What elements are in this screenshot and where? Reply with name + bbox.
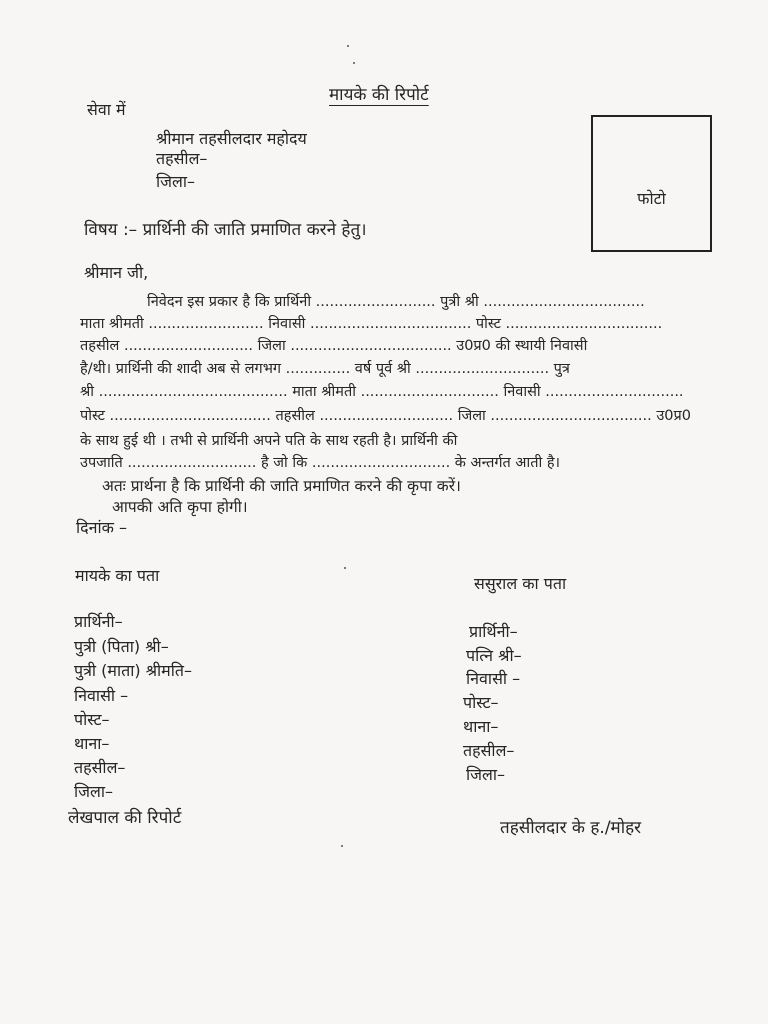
lekhpal-report: लेखपाल की रिपोर्ट — [68, 808, 182, 828]
tehsil-line: तहसील– — [156, 149, 208, 168]
body-line-9: अतः प्रार्थना है कि प्रार्थिनी की जाति प्रमाणित करने की कृपा करें। — [102, 477, 461, 495]
document-title: मायके की रिपोर्ट — [329, 85, 429, 105]
maternal-item: निवासी – — [74, 686, 129, 705]
photo-box — [591, 115, 712, 252]
photo-label: फोटो — [637, 189, 666, 208]
inlaw-item: जिला– — [466, 765, 506, 784]
maternal-item: जिला– — [74, 782, 114, 801]
inlaw-item: पत्नि श्री– — [466, 646, 522, 665]
maternal-item: प्रार्थिनी– — [74, 612, 123, 631]
body-line-3: तहसील ............................ जिला ................................... उ0प्र0 की स्थायी निवासी — [80, 338, 588, 354]
maternal-item: थाना– — [74, 734, 110, 753]
tehsildar-signature: तहसीलदार के ह./मोहर — [500, 818, 642, 838]
body-line-1: निवेदन इस प्रकार है कि प्रार्थिनी .......................... पुत्री श्री ................................... — [147, 294, 645, 310]
inlaw-item: थाना– — [463, 717, 499, 736]
maternal-address-heading: मायके का पता — [75, 566, 160, 585]
body-line-10: आपकी अति कृपा होगी। — [112, 498, 248, 516]
body-line-4: है/थी। प्रार्थिनी की शादी अब से लगभग .............. वर्ष पूर्व श्री ............................. पुत्र — [80, 361, 570, 377]
inlaw-item: निवासी – — [466, 669, 521, 688]
greeting: श्रीमान जी, — [84, 263, 149, 282]
inlaw-item: पोस्ट– — [463, 693, 499, 712]
body-line-5: श्री ......................................... माता श्रीमती .............................. निवासी .............................. — [80, 384, 684, 400]
date-label: दिनांक – — [76, 518, 128, 537]
maternal-item: पुत्री (माता) श्रीमति– — [74, 661, 193, 680]
paper-speck — [344, 567, 346, 569]
maternal-item: पोस्ट– — [74, 710, 110, 729]
paper-speck — [341, 845, 343, 847]
paper-speck — [353, 62, 355, 64]
subject-line: विषय :– प्रार्थिनी की जाति प्रमाणित करने हेतु। — [84, 220, 367, 240]
paper-speck — [347, 45, 349, 47]
body-line-7: के साथ हुई थी । तभी से प्रार्थिनी अपने पति के साथ रहती है। प्रार्थिनी की — [80, 433, 458, 449]
addressee: श्रीमान तहसीलदार महोदय — [156, 129, 307, 148]
inlaw-item: तहसील– — [463, 741, 515, 760]
maternal-item: तहसील– — [74, 758, 126, 777]
inlaw-address-heading: ससुराल का पता — [474, 574, 567, 593]
body-line-8: उपजाति ............................ है जो कि .............................. के अन्तर्गत आती है। — [80, 455, 561, 471]
body-line-6: पोस्ट ................................... तहसील ............................. जिला ................................... उ0प्र0 — [80, 408, 691, 424]
body-line-2: माता श्रीमती ......................... निवासी ................................... पोस्ट .................................. — [80, 316, 663, 332]
inlaw-item: प्रार्थिनी– — [469, 622, 518, 641]
maternal-item: पुत्री (पिता) श्री– — [74, 637, 169, 656]
district-line: जिला– — [156, 172, 196, 191]
salutation-to: सेवा में — [87, 100, 126, 119]
